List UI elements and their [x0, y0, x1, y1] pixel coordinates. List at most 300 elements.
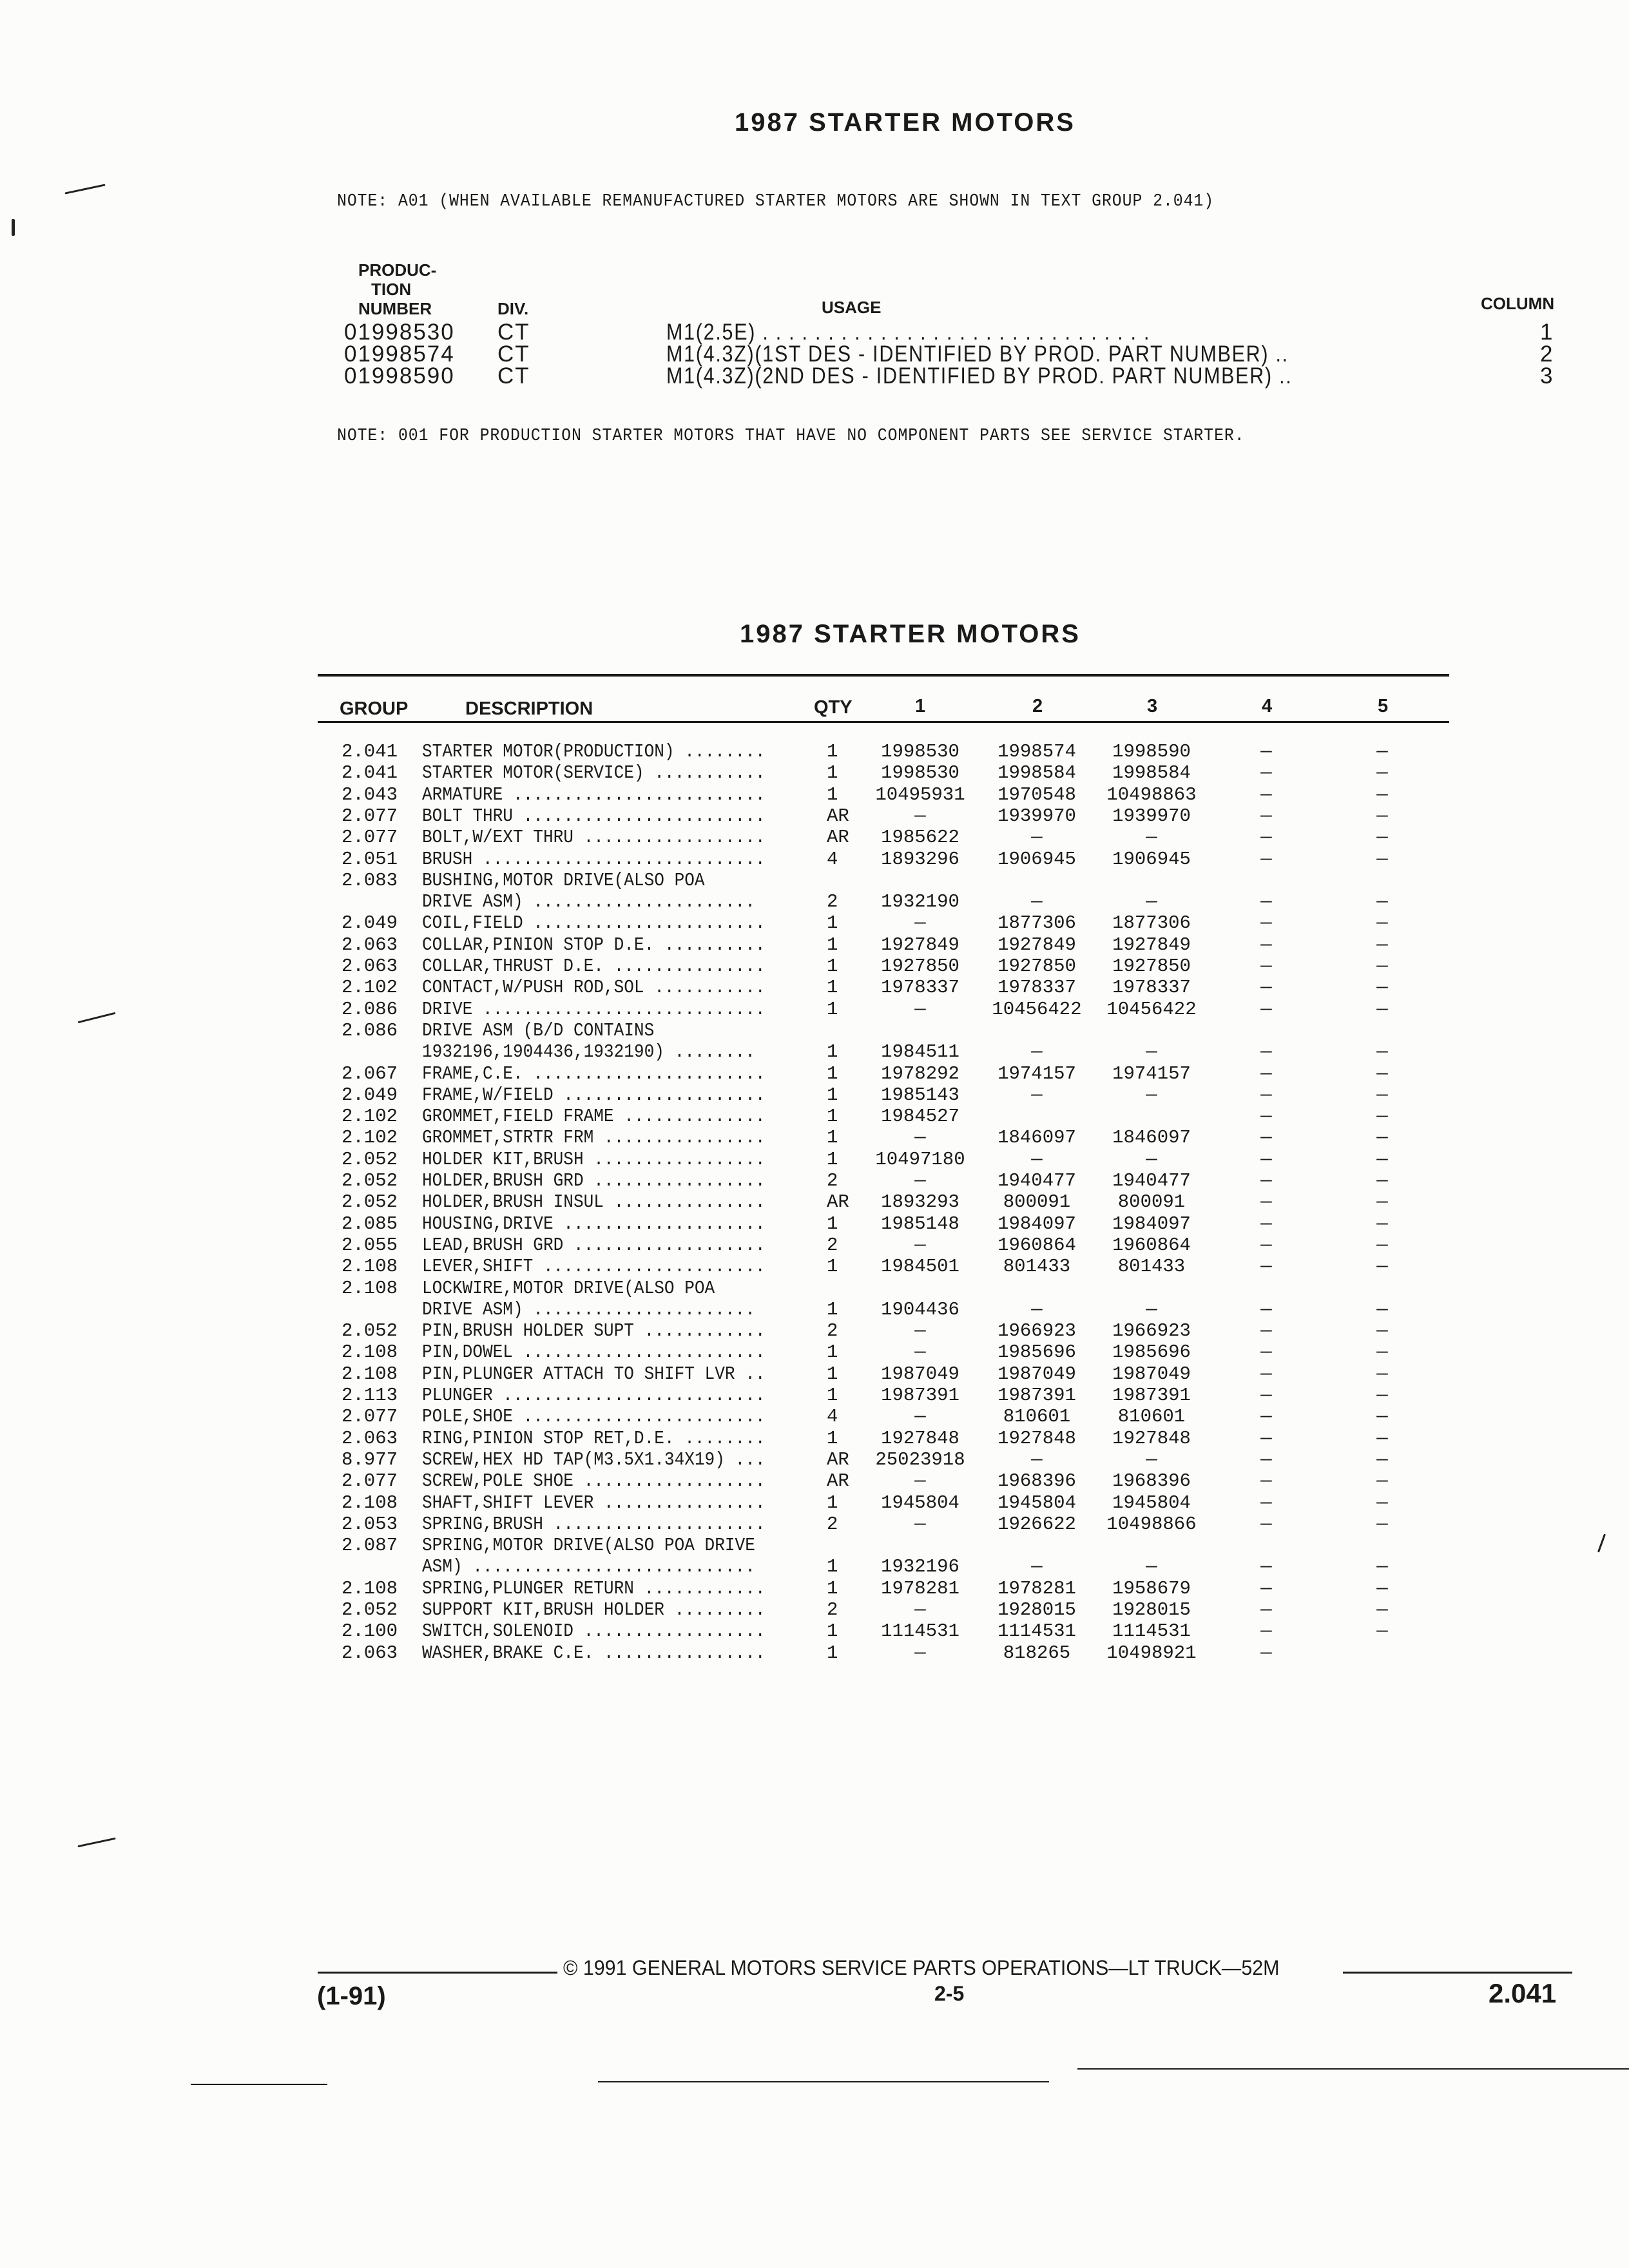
- cell-c5: —: [1376, 1556, 1388, 1578]
- cell-description: FRAME,W/FIELD ....................: [422, 1084, 766, 1106]
- cell-group: 2.086: [342, 1019, 398, 1041]
- cell-c4: —: [1260, 762, 1272, 784]
- cell-qty: 1: [827, 1642, 838, 1664]
- cell-group: 2.041: [342, 762, 398, 784]
- cell-c5: —: [1376, 1406, 1388, 1428]
- cell-qty: AR: [827, 1191, 849, 1213]
- cell-qty: AR: [827, 1470, 849, 1492]
- cell-c1: —: [914, 998, 926, 1020]
- cell-qty: 1: [827, 956, 838, 977]
- cell-c5: —: [1376, 891, 1388, 913]
- cell-group: 2.085: [342, 1213, 398, 1235]
- cell-c3: 1927849: [1112, 934, 1191, 956]
- cell-group: 2.100: [342, 1620, 398, 1642]
- cell-c2: 1998574: [998, 741, 1076, 762]
- cell-qty: 4: [827, 848, 838, 870]
- cell-c1: 1978281: [881, 1577, 959, 1599]
- cell-group: 2.063: [342, 934, 398, 956]
- cell-description: STARTER MOTOR(PRODUCTION) ........: [422, 741, 766, 762]
- cell-c5: —: [1376, 1234, 1388, 1256]
- header-col-2: 2: [1032, 696, 1043, 716]
- cell-qty: 2: [827, 1320, 838, 1342]
- cell-qty: AR: [827, 827, 849, 849]
- usage-header: USAGE: [822, 298, 882, 317]
- cell-group: 2.108: [342, 1256, 398, 1278]
- cell-description: LEAD,BRUSH GRD ...................: [422, 1234, 766, 1256]
- cell-c2: 1940477: [998, 1170, 1076, 1191]
- cell-description: DRIVE ............................: [422, 998, 766, 1020]
- cell-c5: —: [1376, 1427, 1388, 1449]
- cell-c1: —: [914, 1234, 926, 1256]
- cell-group: 2.108: [342, 1363, 398, 1385]
- cell-description: BUSHING,MOTOR DRIVE(ALSO POA: [422, 869, 705, 891]
- cell-qty: 1: [827, 1213, 838, 1235]
- cell-c4: —: [1260, 848, 1272, 870]
- cell-c1: —: [914, 805, 926, 827]
- cell-qty: 2: [827, 891, 838, 913]
- cell-group: 2.087: [342, 1535, 398, 1557]
- cell-c3: 1984097: [1112, 1213, 1191, 1235]
- cell-description: COLLAR,PINION STOP D.E. ..........: [422, 934, 766, 956]
- cell-qty: 2: [827, 1234, 838, 1256]
- cell-group: 2.077: [342, 1406, 398, 1428]
- cell-c2: 1968396: [998, 1470, 1076, 1492]
- cell-description: GROMMET,FIELD FRAME ..............: [422, 1106, 766, 1128]
- cell-c1: —: [914, 1599, 926, 1620]
- note-a01: NOTE: A01 (WHEN AVAILABLE REMANUFACTURED STARTER MOTORS ARE SHOWN IN TEXT GROUP 2.041): [337, 192, 1215, 211]
- cell-qty: 1: [827, 1363, 838, 1385]
- cell-c5: —: [1376, 1599, 1388, 1620]
- cell-c1: —: [914, 1320, 926, 1342]
- cell-c5: —: [1376, 805, 1388, 827]
- cell-c5: —: [1376, 977, 1388, 999]
- cell-c1: —: [914, 1513, 926, 1535]
- cell-c1: —: [914, 1127, 926, 1149]
- cell-c2: 810601: [1003, 1406, 1071, 1428]
- cell-c2: 1906945: [998, 848, 1076, 870]
- production-number-header: [358, 260, 436, 318]
- cell-description: HOLDER,BRUSH INSUL ...............: [422, 1191, 766, 1213]
- cell-qty: 1: [827, 1556, 838, 1578]
- cell-c1: 1987049: [881, 1363, 959, 1385]
- cell-qty: 2: [827, 1599, 838, 1620]
- cell-c1: 1932190: [881, 891, 959, 913]
- cell-c3: 1987391: [1112, 1385, 1191, 1406]
- cell-qty: 4: [827, 1406, 838, 1428]
- cell-group: 2.055: [342, 1234, 398, 1256]
- cell-description: BOLT THRU ........................: [422, 805, 766, 827]
- production-div: CT: [497, 320, 530, 345]
- cell-c1: 1984501: [881, 1256, 959, 1278]
- cell-c3: 1998590: [1112, 741, 1191, 762]
- cell-c1: —: [914, 1470, 926, 1492]
- cell-description: COLLAR,THRUST D.E. ...............: [422, 956, 766, 977]
- cell-c1: 1927849: [881, 934, 959, 956]
- cell-group: 2.108: [342, 1341, 398, 1363]
- cell-group: 2.049: [342, 1084, 398, 1106]
- cell-c5: —: [1376, 741, 1388, 762]
- cell-c3: —: [1146, 827, 1157, 849]
- cell-group: 2.083: [342, 869, 398, 891]
- cell-description: COIL,FIELD .......................: [422, 912, 766, 934]
- cell-group: 2.043: [342, 783, 398, 805]
- cell-description: HOLDER KIT,BRUSH .................: [422, 1148, 766, 1170]
- cell-c1: 1978292: [881, 1062, 959, 1084]
- cell-c2: 800091: [1003, 1191, 1071, 1213]
- production-number: 01998530: [344, 320, 455, 345]
- cell-c3: 1958679: [1112, 1577, 1191, 1599]
- cell-qty: 1: [827, 1084, 838, 1106]
- cell-qty: AR: [827, 1448, 849, 1470]
- cell-description: SUPPORT KIT,BRUSH HOLDER .........: [422, 1599, 766, 1620]
- cell-c4: —: [1260, 1062, 1272, 1084]
- cell-c5: —: [1376, 1041, 1388, 1063]
- margin-mark: [78, 1012, 116, 1023]
- cell-c2: 1939970: [998, 805, 1076, 827]
- cell-description: PIN,PLUNGER ATTACH TO SHIFT LVR ..: [422, 1363, 766, 1385]
- footer-copyright: © 1991 GENERAL MOTORS SERVICE PARTS OPERATIONS—LT TRUCK—52M: [563, 1956, 1280, 1979]
- cell-qty: 1: [827, 1427, 838, 1449]
- cell-c5: —: [1376, 848, 1388, 870]
- cell-c3: 1928015: [1112, 1599, 1191, 1620]
- cell-c4: —: [1260, 1256, 1272, 1278]
- cell-c5: —: [1376, 1127, 1388, 1149]
- cell-c1: —: [914, 912, 926, 934]
- cell-qty: 1: [827, 1041, 838, 1063]
- cell-c5: —: [1376, 1448, 1388, 1470]
- cell-c4: —: [1260, 977, 1272, 999]
- cell-c1: 1927850: [881, 956, 959, 977]
- production-usage: M1(4.3Z)(2ND DES - IDENTIFIED BY PROD. PART NUMBER) ..: [666, 363, 1293, 389]
- cell-c1: 1984527: [881, 1106, 959, 1128]
- cell-c4: —: [1260, 956, 1272, 977]
- cell-c4: —: [1260, 1427, 1272, 1449]
- cell-c3: 801433: [1117, 1256, 1186, 1278]
- cell-c1: —: [914, 1406, 926, 1428]
- cell-description: ARMATURE .........................: [422, 783, 766, 805]
- column-header: COLUMN: [1481, 294, 1555, 313]
- cell-c4: —: [1260, 1341, 1272, 1363]
- cell-group: 2.086: [342, 998, 398, 1020]
- cell-qty: 1: [827, 934, 838, 956]
- cell-c2: 818265: [1003, 1642, 1071, 1664]
- cell-c2: 1927849: [998, 934, 1076, 956]
- cell-description: PIN,DOWEL ........................: [422, 1341, 766, 1363]
- cell-c3: —: [1146, 1041, 1157, 1063]
- cell-c5: —: [1376, 934, 1388, 956]
- cell-c4: —: [1260, 912, 1272, 934]
- cell-c5: —: [1376, 1470, 1388, 1492]
- cell-group: 2.113: [342, 1385, 398, 1406]
- cell-description: SPRING,PLUNGER RETURN ............: [422, 1577, 766, 1599]
- cell-c3: 1939970: [1112, 805, 1191, 827]
- cell-c1: 1987391: [881, 1385, 959, 1406]
- cell-c2: 1978337: [998, 977, 1076, 999]
- cell-c4: —: [1260, 1492, 1272, 1514]
- cell-description: SCREW,HEX HD TAP(M3.5X1.34X19) ...: [422, 1448, 766, 1470]
- cell-c2: 1945804: [998, 1492, 1076, 1514]
- cell-c4: —: [1260, 1642, 1272, 1664]
- cell-c4: —: [1260, 1406, 1272, 1428]
- footer-rule-right: [1343, 1972, 1572, 1974]
- cell-c4: —: [1260, 1084, 1272, 1106]
- cell-description: LEVER,SHIFT ......................: [422, 1256, 766, 1278]
- cell-c4: —: [1260, 1448, 1272, 1470]
- cell-c2: 801433: [1003, 1256, 1071, 1278]
- cell-c3: 1877306: [1112, 912, 1191, 934]
- cell-description: SWITCH,SOLENOID ..................: [422, 1620, 766, 1642]
- header-col-1: 1: [915, 696, 926, 716]
- cell-description: SPRING,MOTOR DRIVE(ALSO POA DRIVE: [422, 1535, 755, 1557]
- cell-c1: 10497180: [875, 1148, 965, 1170]
- cell-c5: —: [1376, 1620, 1388, 1642]
- cell-qty: 1: [827, 977, 838, 999]
- cell-c2: 1974157: [998, 1062, 1076, 1084]
- cell-qty: 1: [827, 1620, 838, 1642]
- cell-c5: —: [1376, 762, 1388, 784]
- cell-description: BRUSH ............................: [422, 848, 766, 870]
- header-group: GROUP: [340, 698, 409, 719]
- cell-c4: —: [1260, 1234, 1272, 1256]
- cell-description: STARTER MOTOR(SERVICE) ...........: [422, 762, 766, 784]
- cell-c3: 1945804: [1112, 1492, 1191, 1514]
- cell-description: PLUNGER ..........................: [422, 1385, 766, 1406]
- cell-c1: 10495931: [875, 783, 965, 805]
- cell-qty: AR: [827, 805, 849, 827]
- cell-c3: 1114531: [1112, 1620, 1191, 1642]
- cell-group: 2.102: [342, 1106, 398, 1128]
- cell-c1: 1998530: [881, 741, 959, 762]
- cell-c3: 810601: [1117, 1406, 1186, 1428]
- cell-description: SHAFT,SHIFT LEVER ................: [422, 1492, 766, 1514]
- margin-mark: [1597, 1533, 1606, 1552]
- cell-group: 2.052: [342, 1320, 398, 1342]
- cell-c3: —: [1146, 1448, 1157, 1470]
- cell-c4: —: [1260, 1213, 1272, 1235]
- cell-group: 2.049: [342, 912, 398, 934]
- cell-c4: —: [1260, 1298, 1272, 1320]
- cell-description: BOLT,W/EXT THRU ..................: [422, 827, 766, 849]
- prod-header-line2: TION: [371, 280, 412, 299]
- cell-qty: 1: [827, 741, 838, 762]
- cell-description: CONTACT,W/PUSH ROD,SOL ...........: [422, 977, 766, 999]
- cell-description: 1932196,1904436,1932190) ........: [422, 1041, 755, 1063]
- production-column: 2: [1540, 341, 1554, 367]
- cell-group: 2.041: [342, 741, 398, 762]
- cell-c3: 10456422: [1106, 998, 1197, 1020]
- cell-description: GROMMET,STRTR FRM ................: [422, 1127, 766, 1149]
- cell-description: PIN,BRUSH HOLDER SUPT ............: [422, 1320, 766, 1342]
- cell-c2: 1877306: [998, 912, 1076, 934]
- cell-c3: —: [1146, 1298, 1157, 1320]
- cell-c5: —: [1376, 1170, 1388, 1191]
- cell-c1: 1985622: [881, 827, 959, 849]
- production-column: 1: [1540, 320, 1554, 345]
- cell-c4: —: [1260, 1127, 1272, 1149]
- cell-c5: —: [1376, 827, 1388, 849]
- cell-c3: 1966923: [1112, 1320, 1191, 1342]
- cell-c4: —: [1260, 1148, 1272, 1170]
- production-column: 3: [1540, 363, 1554, 389]
- cell-c1: 1927848: [881, 1427, 959, 1449]
- page-title: 1987 STARTER MOTORS: [735, 108, 1075, 137]
- cell-c4: —: [1260, 891, 1272, 913]
- cell-c2: 1966923: [998, 1320, 1076, 1342]
- cell-group: 2.108: [342, 1277, 398, 1299]
- cell-c5: —: [1376, 1492, 1388, 1514]
- cell-qty: 1: [827, 1256, 838, 1278]
- cell-c2: 1960864: [998, 1234, 1076, 1256]
- footer-page-number: 2-5: [934, 1982, 965, 2005]
- cell-qty: 1: [827, 783, 838, 805]
- cell-group: 2.077: [342, 805, 398, 827]
- cell-c1: 25023918: [875, 1448, 965, 1470]
- cell-c3: 1987049: [1112, 1363, 1191, 1385]
- cell-c1: 1904436: [881, 1298, 959, 1320]
- cell-c5: —: [1376, 912, 1388, 934]
- cell-c1: 1893296: [881, 848, 959, 870]
- cell-c3: —: [1146, 1556, 1157, 1578]
- header-qty: QTY: [814, 697, 853, 718]
- cell-c4: —: [1260, 805, 1272, 827]
- cell-c5: —: [1376, 998, 1388, 1020]
- cell-qty: 1: [827, 1492, 838, 1514]
- production-usage: M1(2.5E) . . . . . . . . . . . . . . . . . . . . . . . . . . . . . .: [666, 320, 1151, 345]
- note-001: NOTE: 001 FOR PRODUCTION STARTER MOTORS THAT HAVE NO COMPONENT PARTS SEE SERVICE STARTER.: [337, 427, 1245, 446]
- cell-c3: 10498866: [1106, 1513, 1197, 1535]
- cell-c3: 1960864: [1112, 1234, 1191, 1256]
- cell-c2: 1985696: [998, 1341, 1076, 1363]
- cell-c3: 1940477: [1112, 1170, 1191, 1191]
- cell-c4: —: [1260, 741, 1272, 762]
- cell-c4: —: [1260, 1363, 1272, 1385]
- cell-group: 2.063: [342, 1642, 398, 1664]
- cell-group: 2.052: [342, 1599, 398, 1620]
- cell-c3: 1906945: [1112, 848, 1191, 870]
- cell-c3: 1985696: [1112, 1341, 1191, 1363]
- cell-c2: —: [1031, 891, 1043, 913]
- cell-c2: 1846097: [998, 1127, 1076, 1149]
- cell-c2: 1987391: [998, 1385, 1076, 1406]
- cell-c3: 1927848: [1112, 1427, 1191, 1449]
- cell-c1: —: [914, 1341, 926, 1363]
- bottom-rule-3: [1077, 2068, 1629, 2070]
- cell-c4: —: [1260, 1170, 1272, 1191]
- cell-c2: 1984097: [998, 1213, 1076, 1235]
- cell-c5: —: [1376, 1385, 1388, 1406]
- cell-c4: —: [1260, 783, 1272, 805]
- cell-c3: 800091: [1117, 1191, 1186, 1213]
- cell-qty: 1: [827, 1127, 838, 1149]
- cell-description: DRIVE ASM) ......................: [422, 891, 755, 913]
- cell-c2: —: [1031, 1041, 1043, 1063]
- cell-c1: 1984511: [881, 1041, 959, 1063]
- cell-c3: —: [1146, 891, 1157, 913]
- cell-c1: 1932196: [881, 1556, 959, 1578]
- cell-group: 2.102: [342, 977, 398, 999]
- cell-c4: —: [1260, 1385, 1272, 1406]
- cell-group: 2.108: [342, 1577, 398, 1599]
- margin-mark: [77, 1838, 115, 1847]
- footer-rule-left: [318, 1972, 557, 1974]
- cell-description: SPRING,BRUSH .....................: [422, 1513, 766, 1535]
- cell-c5: —: [1376, 1320, 1388, 1342]
- cell-c5: —: [1376, 1577, 1388, 1599]
- cell-c3: 1846097: [1112, 1127, 1191, 1149]
- cell-c5: —: [1376, 956, 1388, 977]
- cell-c1: 1945804: [881, 1492, 959, 1514]
- bottom-rule-1: [191, 2084, 327, 2085]
- cell-c4: —: [1260, 1599, 1272, 1620]
- cell-c2: 1928015: [998, 1599, 1076, 1620]
- cell-qty: 1: [827, 762, 838, 784]
- cell-group: 2.051: [342, 848, 398, 870]
- header-col-5: 5: [1378, 696, 1389, 716]
- cell-c2: —: [1031, 827, 1043, 849]
- cell-qty: 1: [827, 1062, 838, 1084]
- cell-c5: —: [1376, 1513, 1388, 1535]
- cell-description: DRIVE ASM) ......................: [422, 1298, 755, 1320]
- cell-c5: —: [1376, 783, 1388, 805]
- cell-group: 2.077: [342, 1470, 398, 1492]
- cell-group: 2.108: [342, 1492, 398, 1514]
- cell-qty: 2: [827, 1170, 838, 1191]
- cell-c3: 1974157: [1112, 1062, 1191, 1084]
- cell-group: 2.052: [342, 1148, 398, 1170]
- margin-mark: [12, 219, 15, 236]
- cell-group: 2.063: [342, 956, 398, 977]
- cell-qty: 1: [827, 1298, 838, 1320]
- production-number: 01998574: [344, 341, 455, 367]
- cell-c1: 1893293: [881, 1191, 959, 1213]
- cell-c1: 1978337: [881, 977, 959, 999]
- table-top-rule: [318, 674, 1449, 677]
- cell-description: FRAME,C.E. .......................: [422, 1062, 766, 1084]
- cell-description: WASHER,BRAKE C.E. ................: [422, 1642, 766, 1664]
- production-usage: M1(4.3Z)(1ST DES - IDENTIFIED BY PROD. PART NUMBER) ..: [666, 341, 1289, 367]
- cell-c2: —: [1031, 1448, 1043, 1470]
- cell-c5: —: [1376, 1256, 1388, 1278]
- cell-c4: —: [1260, 827, 1272, 849]
- cell-group: 2.077: [342, 827, 398, 849]
- production-number: 01998590: [344, 363, 455, 389]
- prod-header-line3: NUMBER: [358, 299, 432, 318]
- cell-c5: —: [1376, 1106, 1388, 1128]
- cell-c4: —: [1260, 1577, 1272, 1599]
- cell-c3: 10498863: [1106, 783, 1197, 805]
- cell-c5: —: [1376, 1148, 1388, 1170]
- cell-description: HOLDER,BRUSH GRD .................: [422, 1170, 766, 1191]
- cell-c5: —: [1376, 1298, 1388, 1320]
- prod-header-line1: PRODUC-: [358, 260, 437, 280]
- cell-group: 2.052: [342, 1170, 398, 1191]
- production-div: CT: [497, 341, 530, 367]
- cell-qty: 1: [827, 1341, 838, 1363]
- header-col-3: 3: [1147, 696, 1158, 716]
- cell-c1: 1998530: [881, 762, 959, 784]
- cell-c4: —: [1260, 1191, 1272, 1213]
- cell-c1: 1114531: [881, 1620, 959, 1642]
- cell-group: 2.102: [342, 1127, 398, 1149]
- cell-c4: —: [1260, 998, 1272, 1020]
- cell-c5: —: [1376, 1191, 1388, 1213]
- header-col-4: 4: [1262, 696, 1273, 716]
- cell-c5: —: [1376, 1062, 1388, 1084]
- cell-c1: —: [914, 1642, 926, 1664]
- bottom-rule-2: [598, 2081, 1049, 2082]
- cell-c1: —: [914, 1170, 926, 1191]
- cell-c2: —: [1031, 1298, 1043, 1320]
